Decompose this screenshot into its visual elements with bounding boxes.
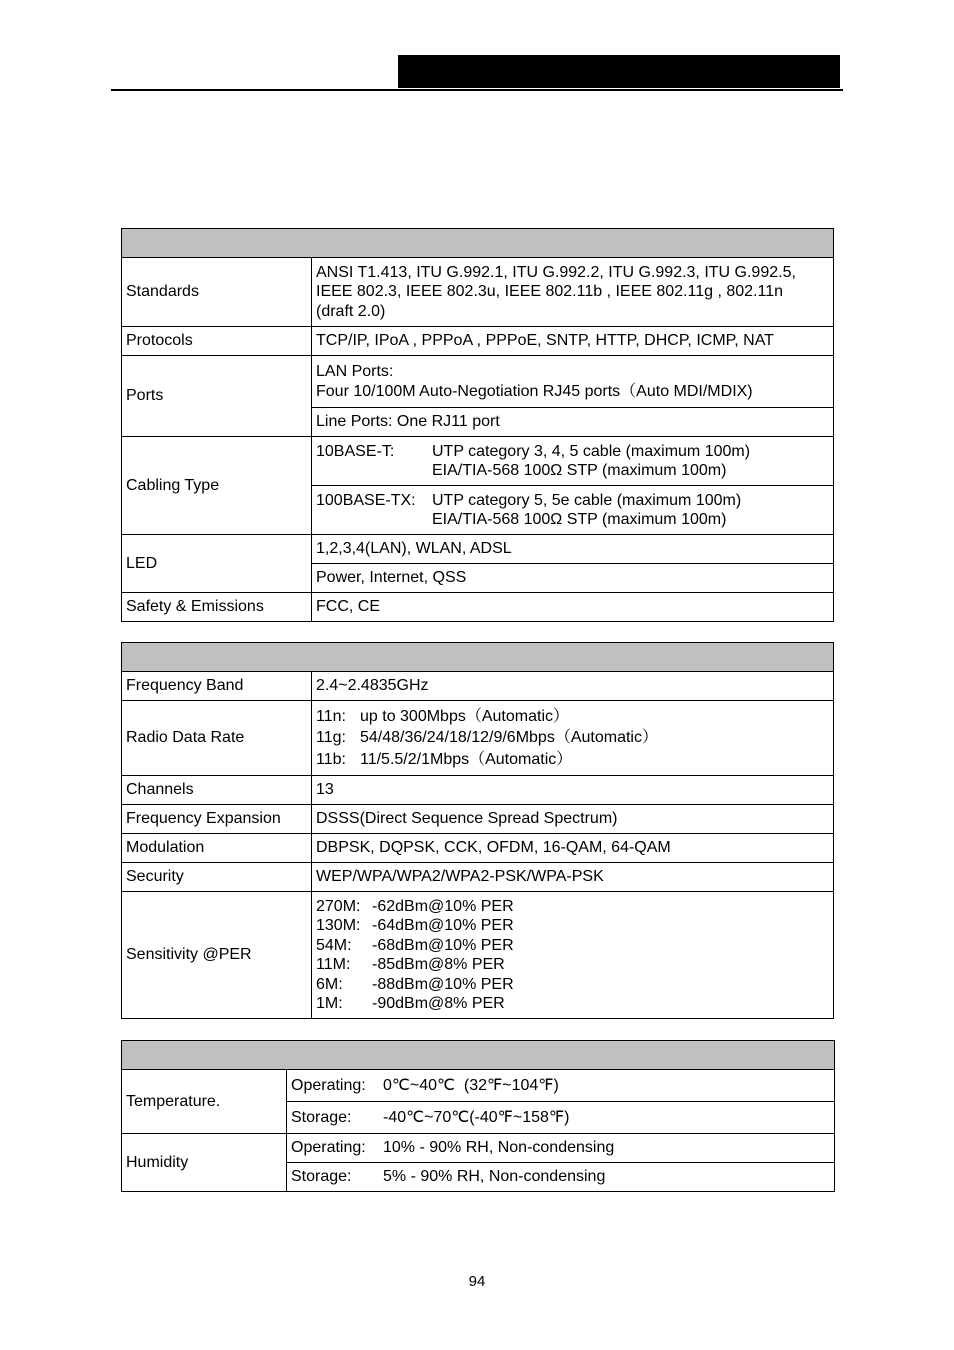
row-label-security: Security	[122, 863, 312, 892]
rate-value: 54/48/36/24/18/12/9/6Mbps（Automatic）	[360, 729, 658, 747]
temperature-storage	[287, 1102, 835, 1134]
led-value: 1,2,3,4(LAN), WLAN, ADSL	[312, 535, 834, 564]
standards-line: IEEE 802.3, IEEE 802.3u, IEEE 802.11b , IEEE 802.11g , 802.11n	[316, 283, 783, 301]
radio-data-rate-value	[312, 701, 834, 776]
humidity-operating	[287, 1134, 835, 1163]
rate-key: 11n:	[316, 707, 346, 725]
header-rule	[111, 89, 843, 91]
sensitivity-value	[312, 892, 834, 1019]
rate-value: 11/5.5/2/1Mbps（Automatic）	[360, 750, 573, 768]
row-label-modulation: Modulation	[122, 834, 312, 863]
row-label-sensitivity-per: Sensitivity @PER	[122, 892, 312, 1019]
frequency-expansion-value: DSSS(Direct Sequence Spread Spectrum)	[312, 805, 834, 834]
section-header-wireless	[122, 643, 834, 672]
row-label-radio-data-rate: Radio Data Rate	[122, 701, 312, 776]
sensitivity-key: 1M:	[316, 995, 343, 1012]
cabling-line: EIA/TIA-568 100Ω STP (maximum 100m)	[432, 511, 727, 528]
sensitivity-level: -62dBm@10% PER	[372, 897, 514, 915]
rate-key: 11b:	[316, 750, 346, 768]
row-label-channels: Channels	[122, 776, 312, 805]
sensitivity-key: 54M:	[316, 936, 352, 954]
row-label-frequency-expansion: Frequency Expansion	[122, 805, 312, 834]
row-label-standards: Standards	[122, 258, 312, 327]
led-value: Power, Internet, QSS	[312, 564, 834, 593]
modulation-value: DBPSK, DQPSK, CCK, OFDM, 16-QAM, 64-QAM	[312, 834, 834, 863]
section-header-environment	[122, 1041, 835, 1070]
security-value: WEP/WPA/WPA2/WPA2-PSK/WPA-PSK	[312, 863, 834, 892]
rate-value: up to 300Mbps（Automatic）	[360, 707, 569, 725]
condition-key: Operating:	[291, 1139, 366, 1157]
condition-value: 5% - 90% RH, Non-condensing	[383, 1168, 606, 1186]
section-header-general	[122, 229, 834, 258]
row-label-safety-emissions: Safety & Emissions	[122, 593, 312, 622]
row-label-frequency-band: Frequency Band	[122, 672, 312, 701]
standards-line: (draft 2.0)	[316, 302, 386, 320]
row-label-humidity: Humidity	[122, 1134, 287, 1192]
condition-key: Operating:	[291, 1076, 366, 1094]
safety-emissions-value: FCC, CE	[312, 593, 834, 622]
cabling-10base-t	[312, 437, 834, 486]
temperature-operating	[287, 1070, 835, 1102]
condition-key: Storage:	[291, 1168, 352, 1186]
wireless-spec-table	[121, 642, 834, 1019]
sensitivity-key: 6M:	[316, 975, 343, 993]
condition-key: Storage:	[291, 1108, 352, 1126]
row-label-protocols: Protocols	[122, 327, 312, 356]
cabling-line: UTP category 3, 4, 5 cable (maximum 100m)	[432, 442, 751, 460]
header-bar	[398, 55, 840, 88]
sensitivity-level: -90dBm@8% PER	[372, 995, 505, 1012]
row-label-led: LED	[122, 535, 312, 593]
cabling-line: EIA/TIA-568 100Ω STP (maximum 100m)	[432, 462, 727, 479]
protocols-value: TCP/IP, IPoA , PPPoA , PPPoE, SNTP, HTTP, DHCP, ICMP, NAT	[312, 327, 834, 356]
sensitivity-level: -85dBm@8% PER	[372, 956, 505, 973]
row-label-temperature: Temperature.	[122, 1070, 287, 1134]
sensitivity-key: 270M:	[316, 897, 361, 915]
sensitivity-key: 130M:	[316, 917, 361, 934]
lan-ports-line: LAN Ports:	[316, 363, 394, 380]
rate-key: 11g:	[316, 729, 346, 747]
lan-ports-value	[312, 356, 834, 408]
sensitivity-key: 11M:	[316, 956, 351, 973]
sensitivity-level: -68dBm@10% PER	[372, 936, 514, 954]
line-ports-value: Line Ports: One RJ11 port	[312, 408, 834, 437]
condition-value: 0℃~40℃ (32℉~104℉)	[383, 1076, 559, 1094]
cabling-100base-tx	[312, 486, 834, 535]
row-label-ports: Ports	[122, 356, 312, 437]
sensitivity-level: -88dBm@10% PER	[372, 975, 514, 993]
condition-value: -40℃~70℃(-40℉~158℉)	[383, 1108, 570, 1126]
sensitivity-level: -64dBm@10% PER	[372, 917, 514, 934]
standards-line: ANSI T1.413, ITU G.992.1, ITU G.992.2, ITU G.992.3, ITU G.992.5,	[316, 263, 796, 281]
environment-spec-table	[121, 1040, 835, 1192]
lan-ports-line: Four 10/100M Auto-Negotiation RJ45 ports（Auto MDI/MDIX)	[316, 382, 753, 400]
standards-value	[312, 258, 834, 327]
channels-value: 13	[312, 776, 834, 805]
frequency-band-value: 2.4~2.4835GHz	[312, 672, 834, 701]
general-spec-table	[121, 228, 834, 622]
page-number: 94	[468, 1273, 486, 1290]
condition-value: 10% - 90% RH, Non-condensing	[383, 1139, 615, 1157]
cabling-key: 10BASE-T:	[316, 442, 395, 460]
humidity-storage	[287, 1163, 835, 1192]
cabling-key: 100BASE-TX:	[316, 491, 416, 509]
row-label-cabling-type: Cabling Type	[122, 437, 312, 535]
cabling-line: UTP category 5, 5e cable (maximum 100m)	[432, 491, 742, 509]
